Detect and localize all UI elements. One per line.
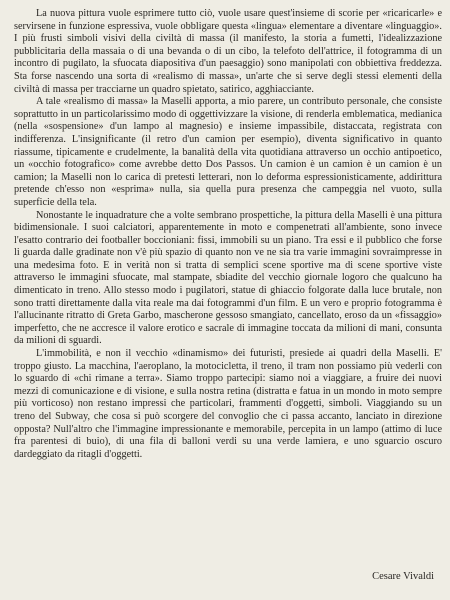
author-signature: Cesare Vivaldi xyxy=(372,571,434,582)
paragraph-2: A tale «realismo di massa» la Maselli apporta, a mio parere, un contributo personale, che consiste soprattutto in un particolarissimo modo di oggettivizzare la visione, di renderla emblematica, medianica (nella «sospensione» d'un lampo al magnesio) e insieme impassibile, distaccata, registrata con indifferenza. L'insignificante (il retro d'un camion per esempio), diventa significativo in quanto riassume, tipicamente e crudelmente, la banalità della vita quotidiana attraverso un occhio antipoetico, un «occhio fotografico» come avrebbe detto Dos Passos. Un camion è un camion è un camion è un camion; la Maselli non lo carica di pretesti letterari, non lo deforma espressionisticamente, addirittura pretende ch'esso non «esprima» nulla, sia quella pura presenza che campeggia nel vuoto, sulla superficie della tela. xyxy=(14,96,442,208)
paragraph-1: La nuova pittura vuole esprimere tutto ciò, vuole usare quest'insieme di scorie per «ricaricarle» e servirsene in funzione espressiva, vuole obbligare questa «lingua» elementare a diventare «linguaggio». I più frusti simboli visivi della civiltà di massa (il manifesto, la storia a fumetti, l'idealizzazione pubblicitaria della massaia o di una bevanda o di un cibo, la telefoto dell'attrice, il fotogramma di un incontro di pugilato, la sfuocata diapositiva d'un paesaggio) sono manipolati con obbiettiva freddezza. Sta forse nascendo una sorta di «realismo di massa», un'arte che si serve degli stessi elementi della civiltà di massa per tracciarne un quadro spietato, satirico, agghiacciante. xyxy=(14,8,442,95)
article-body xyxy=(14,8,442,461)
paragraph-3: Nonostante le inquadrature che a volte sembrano prospettiche, la pittura della Maselli è una pittura bidimensionale. I suoi calciatori, apparentemente in moto e compenetrati all'ambiente, sono invece l'esatto contrario dei footballer boccioniani: fissi, immobili su un piano. Tra essi e il pubblico che forse li guarda dalle gradinate non v'è più spazio di quanto non ve ne sia tra varie immagini sovraimpresse in una medesima foto. E in verità non si tratta di semplici scene sportive ma di scene sportive viste attraverso le immagini sfuocate, mal stampate, sbiadite del vecchio giornale logoro che qualcuno ha dimenticato in treno. Allo stesso modo i pugilatori, statue di ghiaccio folgorate dalla luce brutale, non sono tratti direttamente dalla vita reale ma dai fotogrammi d'un film. E un vero e proprio fotogramma è l'allucinante ritratto di Greta Garbo, mascherone gessoso smangiato, cancellato, eroso da un «fissaggio» imperfetto, che ne accresce il valore erotico e sacrale di immagine toccata da milioni di mani, consunta da milioni di sguardi. xyxy=(14,209,442,347)
paragraph-4: L'immobilità, e non il vecchio «dinamismo» dei futuristi, presiede ai quadri della Maselli. E' troppo giusto. La macchina, l'aeroplano, la motocicletta, il treno, il tram non possiamo più vederli con lo sguardo di «chi rimane a terra». Siamo troppo partecipi: siamo noi a viaggiare, a fruire dei nuovi mezzi di comunicazione e di visione, e sulla nostra retina (distratta e fatua in un mondo in moto sempre più vorticoso) non restano impressi che particolari, frammenti d'oggetti, simboli. Viaggiando su un treno del Subway, che cosa si può scorgere del convoglio che ci passa accanto, lanciato in direzione opposta? Null'altro che l'immagine impressionante e memorabile, percepita in un lampo (attimo di luce fra parentesi di buio), di una fila di balloni verdi su una verde lamiera, e uno sguarcio oscuro dardeggiato da ritagli d'oggetti. xyxy=(14,348,442,460)
